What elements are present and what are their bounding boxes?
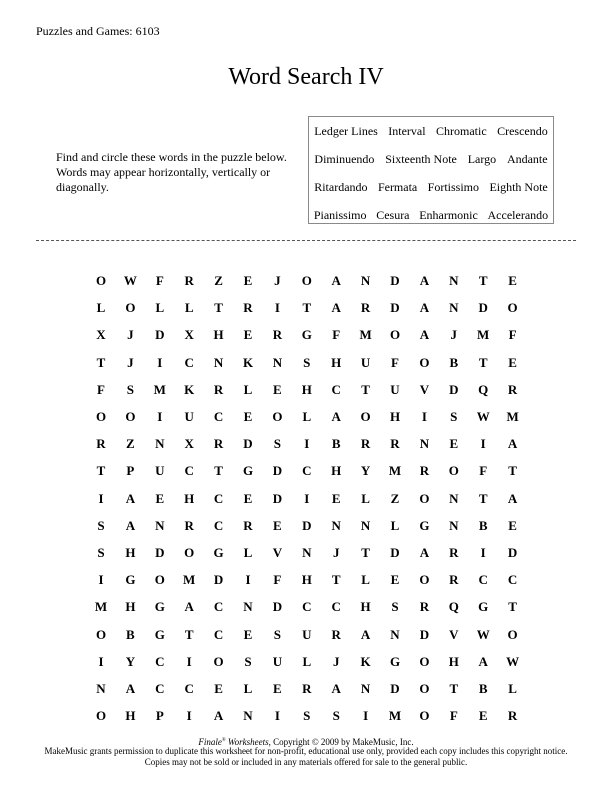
grid-letter[interactable]: Z: [126, 436, 135, 452]
grid-letter[interactable]: O: [213, 653, 224, 669]
grid-letter[interactable]: N: [449, 300, 459, 316]
grid-letter[interactable]: F: [155, 273, 164, 288]
grid-letter[interactable]: L: [361, 490, 370, 506]
grid-letter[interactable]: J: [450, 327, 458, 343]
grid-letter[interactable]: L: [243, 681, 253, 696]
grid-letter[interactable]: L: [243, 545, 253, 560]
grid-letter[interactable]: R: [184, 273, 194, 288]
grid-letter[interactable]: N: [360, 681, 371, 696]
grid-letter[interactable]: C: [155, 681, 165, 696]
grid-letter[interactable]: I: [421, 409, 427, 424]
grid-letter[interactable]: D: [243, 436, 253, 452]
grid-letter[interactable]: B: [126, 626, 135, 642]
grid-letter[interactable]: Y: [360, 463, 371, 479]
grid-letter[interactable]: S: [97, 517, 105, 533]
footer-permission: MakeMusic grants permission to duplicate this worksheet for non-profit, educational use only, provided each copy includes this copyright notice.: [44, 746, 568, 756]
grid-letter[interactable]: N: [272, 354, 283, 370]
grid-letter[interactable]: U: [302, 626, 312, 642]
grid-letter[interactable]: W: [476, 626, 490, 642]
word-bank-word: Accelerando: [487, 208, 549, 222]
grid-letter[interactable]: A: [507, 490, 518, 506]
grid-letter[interactable]: A: [125, 490, 136, 506]
grid-letter[interactable]: E: [243, 490, 253, 506]
grid-letter[interactable]: H: [125, 545, 136, 560]
grid-letter[interactable]: D: [155, 327, 165, 343]
page-title: Word Search IV: [228, 64, 384, 90]
grid-letter[interactable]: E: [273, 381, 282, 397]
grid-letter[interactable]: A: [331, 300, 341, 316]
grid-letter[interactable]: L: [155, 300, 165, 316]
grid-letter[interactable]: U: [360, 354, 371, 370]
grid-letter[interactable]: O: [360, 409, 371, 424]
grid-letter[interactable]: O: [95, 409, 107, 424]
grid-letter[interactable]: N: [243, 708, 253, 724]
grid-letter[interactable]: S: [97, 545, 105, 560]
grid-letter[interactable]: D: [449, 381, 459, 397]
grid-letter[interactable]: Q: [448, 599, 459, 615]
grid-letter[interactable]: E: [390, 572, 400, 588]
grid-letter[interactable]: L: [361, 572, 370, 588]
grid-letter[interactable]: A: [419, 327, 430, 343]
grid-letter[interactable]: I: [245, 572, 251, 588]
grid-letter[interactable]: S: [126, 381, 134, 397]
grid-letter[interactable]: Z: [214, 273, 223, 288]
grid-letter[interactable]: R: [449, 545, 459, 560]
grid-letter[interactable]: T: [508, 599, 517, 615]
grid-letter[interactable]: O: [125, 409, 136, 424]
grid-letter[interactable]: D: [272, 599, 283, 615]
grid-letter[interactable]: O: [95, 273, 107, 288]
grid-letter[interactable]: F: [449, 708, 458, 724]
grid-letter[interactable]: O: [301, 273, 312, 288]
grid-letter[interactable]: L: [243, 381, 253, 397]
grid-letter[interactable]: N: [449, 517, 459, 533]
grid-letter[interactable]: H: [125, 708, 136, 724]
word-bank-word: Fortissimo: [427, 180, 480, 194]
grid-letter[interactable]: R: [419, 463, 430, 479]
grid-letter[interactable]: N: [302, 545, 312, 560]
grid-letter[interactable]: A: [478, 653, 488, 669]
grid-letter[interactable]: V: [272, 545, 283, 560]
grid-letter[interactable]: I: [98, 490, 104, 506]
grid-letter[interactable]: E: [478, 708, 488, 724]
grid-letter[interactable]: C: [331, 381, 341, 397]
grid-letter[interactable]: R: [213, 436, 224, 452]
grid-letter[interactable]: M: [153, 381, 166, 397]
word-bank-word: Ritardando: [314, 180, 368, 194]
word-bank-word: Andante: [506, 152, 548, 166]
grid-letter[interactable]: R: [243, 517, 253, 533]
word-bank-word: Sixteenth Note: [385, 152, 457, 166]
grid-letter[interactable]: C: [184, 681, 194, 696]
grid-letter[interactable]: F: [479, 463, 488, 479]
grid-letter[interactable]: U: [272, 653, 283, 669]
grid-letter[interactable]: W: [123, 273, 137, 288]
grid-letter[interactable]: D: [272, 463, 283, 479]
grid-letter[interactable]: W: [506, 653, 520, 669]
grid-letter[interactable]: F: [391, 354, 399, 370]
grid-letter[interactable]: O: [272, 409, 283, 424]
grid-letter[interactable]: O: [95, 708, 107, 724]
grid-letter[interactable]: O: [419, 708, 430, 724]
grid-letter[interactable]: I: [98, 653, 104, 669]
grid-letter[interactable]: I: [304, 490, 310, 506]
grid-letter[interactable]: E: [243, 273, 253, 288]
grid-letter[interactable]: D: [507, 545, 518, 560]
grid-letter[interactable]: L: [302, 653, 312, 669]
grid-letter[interactable]: I: [98, 572, 104, 588]
grid-letter[interactable]: T: [478, 354, 488, 370]
grid-letter[interactable]: C: [213, 626, 224, 642]
grid-letter[interactable]: M: [94, 599, 108, 615]
grid-letter[interactable]: H: [184, 490, 195, 506]
grid-letter[interactable]: S: [332, 708, 340, 724]
grid-letter[interactable]: E: [331, 490, 341, 506]
grid-letter[interactable]: O: [419, 490, 430, 506]
grid-letter[interactable]: O: [389, 327, 401, 343]
grid-letter[interactable]: C: [331, 599, 341, 615]
grid-letter[interactable]: A: [419, 300, 430, 316]
grid-letter[interactable]: G: [301, 327, 312, 343]
grid-letter[interactable]: N: [155, 517, 165, 533]
footer-copyright-text: , Copyright © 2009 by MakeMusic, Inc.: [268, 737, 414, 747]
grid-letter[interactable]: U: [155, 463, 165, 479]
grid-letter[interactable]: A: [125, 681, 136, 696]
grid-letter[interactable]: Q: [478, 381, 489, 397]
word-bank-word: Ledger Lines: [314, 124, 378, 138]
grid-letter[interactable]: S: [244, 653, 252, 669]
grid-letter[interactable]: G: [389, 653, 401, 669]
grid-letter[interactable]: R: [331, 626, 341, 642]
grid-letter[interactable]: N: [243, 599, 253, 615]
grid-letter[interactable]: T: [449, 681, 459, 696]
grid-letter[interactable]: H: [213, 327, 224, 343]
grid-letter[interactable]: R: [302, 681, 312, 696]
grid-letter[interactable]: M: [388, 708, 402, 724]
grid-letter[interactable]: F: [508, 327, 517, 343]
grid-letter[interactable]: G: [419, 517, 430, 533]
grid-letter[interactable]: F: [97, 381, 105, 397]
grid-letter[interactable]: C: [213, 409, 224, 424]
grid-letter[interactable]: T: [478, 273, 488, 288]
grid-letter[interactable]: T: [361, 545, 370, 560]
footer-restriction: Copies may not be sold or included in any materials offered for sale to the general public.: [144, 757, 468, 767]
grid-letter[interactable]: F: [273, 572, 282, 588]
grid-letter[interactable]: I: [186, 708, 192, 724]
grid-letter[interactable]: J: [332, 545, 340, 560]
grid-letter[interactable]: S: [450, 409, 458, 424]
grid-letter[interactable]: P: [126, 463, 135, 479]
grid-letter[interactable]: L: [508, 681, 517, 696]
word-bank-word: Diminuendo: [314, 152, 375, 166]
grid-letter[interactable]: O: [419, 681, 430, 696]
grid-letter[interactable]: J: [127, 354, 134, 370]
grid-letter[interactable]: L: [184, 300, 194, 316]
grid-letter[interactable]: D: [302, 517, 312, 533]
grid-letter[interactable]: C: [213, 490, 224, 506]
grid-letter[interactable]: C: [302, 463, 312, 479]
grid-letter[interactable]: C: [213, 517, 224, 533]
grid-letter[interactable]: N: [360, 517, 371, 533]
grid-letter[interactable]: D: [419, 626, 430, 642]
grid-letter[interactable]: V: [419, 381, 430, 397]
grid-letter[interactable]: D: [390, 545, 400, 560]
grid-letter[interactable]: J: [332, 653, 340, 669]
grid-letter[interactable]: M: [359, 327, 372, 343]
grid-letter[interactable]: H: [331, 354, 342, 370]
grid-letter[interactable]: H: [125, 599, 136, 615]
grid-letter[interactable]: D: [272, 490, 283, 506]
grid-letter[interactable]: J: [274, 273, 281, 288]
grid-letter[interactable]: T: [96, 463, 106, 479]
grid-letter[interactable]: S: [303, 708, 311, 724]
grid-letter[interactable]: U: [390, 381, 400, 397]
grid-letter[interactable]: P: [155, 708, 164, 724]
grid-letter[interactable]: E: [243, 327, 253, 343]
registered-mark: ®: [221, 738, 226, 743]
word-bank-word: Fermata: [377, 180, 418, 194]
grid-letter[interactable]: R: [96, 436, 106, 452]
grid-letter[interactable]: B: [331, 436, 341, 452]
grid-letter[interactable]: T: [214, 300, 223, 316]
grid-letter[interactable]: R: [243, 300, 253, 316]
grid-letter[interactable]: S: [273, 626, 281, 642]
grid-letter[interactable]: T: [508, 463, 517, 479]
grid-letter[interactable]: I: [186, 653, 192, 669]
grid-letter[interactable]: E: [243, 409, 253, 424]
grid-letter[interactable]: O: [125, 300, 136, 316]
grid-letter[interactable]: G: [213, 545, 224, 560]
grid-letter[interactable]: N: [419, 436, 430, 452]
grid-letter[interactable]: B: [449, 354, 459, 370]
grid-letter[interactable]: W: [476, 409, 490, 424]
grid-letter[interactable]: A: [419, 545, 430, 560]
word-bank-word: Eighth Note: [489, 180, 548, 194]
grid-letter[interactable]: R: [272, 327, 283, 343]
grid-letter[interactable]: H: [301, 572, 312, 588]
grid-letter[interactable]: Y: [125, 653, 136, 669]
grid-letter[interactable]: K: [360, 653, 371, 669]
grid-letter[interactable]: I: [274, 708, 280, 724]
grid-letter[interactable]: C: [507, 572, 518, 588]
grid-letter[interactable]: C: [184, 463, 194, 479]
word-bank-word: Chromatic: [436, 124, 487, 138]
grid-letter[interactable]: N: [96, 681, 106, 696]
word-bank-word: Cesura: [376, 208, 410, 222]
grid-letter[interactable]: E: [508, 273, 517, 288]
grid-letter[interactable]: I: [480, 545, 486, 560]
grid-letter[interactable]: D: [390, 681, 400, 696]
footer-brand: Finale: [198, 737, 222, 747]
grid-letter[interactable]: C: [213, 599, 224, 615]
grid-letter[interactable]: A: [419, 273, 430, 288]
grid-letter[interactable]: T: [214, 463, 223, 479]
grid-letter[interactable]: T: [302, 300, 312, 316]
grid-letter[interactable]: B: [478, 681, 488, 696]
grid-letter[interactable]: A: [331, 409, 341, 424]
instructions-text: Find and circle these words in the puzzle below. Words may appear horizontally, vertically or diagonally.: [56, 150, 287, 194]
grid-letter[interactable]: D: [390, 300, 400, 316]
grid-letter[interactable]: G: [478, 599, 489, 615]
grid-letter[interactable]: A: [184, 599, 194, 615]
grid-letter[interactable]: A: [360, 626, 371, 642]
grid-letter[interactable]: K: [184, 381, 195, 397]
grid-letter[interactable]: O: [419, 653, 430, 669]
grid-letter[interactable]: E: [273, 517, 282, 533]
grid-letter[interactable]: R: [360, 300, 371, 316]
grid-letter[interactable]: M: [506, 409, 519, 424]
word-bank-word: Enharmonic: [419, 208, 478, 222]
footer-brand-suffix: Worksheets: [227, 737, 269, 747]
word-bank-word: Largo: [467, 152, 497, 166]
grid-letter[interactable]: R: [507, 708, 518, 724]
grid-letter[interactable]: N: [449, 273, 459, 288]
grid-letter[interactable]: R: [360, 436, 371, 452]
grid-letter[interactable]: O: [448, 463, 459, 479]
word-bank-word: Interval: [388, 124, 426, 138]
grid-letter[interactable]: R: [449, 572, 459, 588]
grid-letter[interactable]: L: [96, 300, 106, 316]
grid-letter[interactable]: I: [157, 354, 163, 370]
grid-letter[interactable]: O: [184, 545, 195, 560]
grid-letter[interactable]: O: [507, 300, 518, 316]
grid-letter[interactable]: Z: [390, 490, 400, 506]
grid-letter[interactable]: T: [331, 572, 341, 588]
grid-letter[interactable]: A: [213, 708, 224, 724]
grid-letter[interactable]: I: [304, 436, 310, 452]
grid-letter[interactable]: C: [155, 653, 165, 669]
grid-letter[interactable]: T: [361, 381, 370, 397]
grid-letter[interactable]: D: [213, 572, 224, 588]
grid-letter[interactable]: D: [390, 273, 400, 288]
grid-letter[interactable]: N: [213, 354, 224, 370]
grid-letter[interactable]: H: [301, 381, 312, 397]
grid-letter[interactable]: H: [360, 599, 371, 615]
grid-letter[interactable]: L: [390, 517, 400, 533]
grid-letter[interactable]: R: [213, 381, 224, 397]
grid-letter[interactable]: K: [242, 354, 254, 370]
grid-letter[interactable]: N: [449, 490, 459, 506]
grid-letter[interactable]: H: [389, 409, 401, 424]
grid-letter[interactable]: A: [331, 681, 341, 696]
grid-letter[interactable]: N: [360, 273, 371, 288]
grid-letter[interactable]: A: [331, 273, 341, 288]
grid-letter[interactable]: C: [302, 599, 312, 615]
grid-letter[interactable]: X: [96, 327, 106, 343]
grid-letter[interactable]: J: [127, 327, 134, 343]
grid-letter[interactable]: G: [154, 626, 165, 642]
word-bank-word: Crescendo: [497, 124, 548, 138]
grid-letter[interactable]: I: [363, 708, 369, 724]
grid-letter[interactable]: S: [391, 599, 399, 615]
grid-letter[interactable]: S: [303, 354, 311, 370]
grid-letter[interactable]: M: [388, 463, 402, 479]
grid-letter[interactable]: E: [273, 681, 282, 696]
grid-letter[interactable]: A: [507, 436, 518, 452]
grid-letter[interactable]: L: [302, 409, 312, 424]
grid-letter[interactable]: I: [480, 436, 486, 452]
grid-letter[interactable]: E: [508, 517, 517, 533]
word-bank-word: Pianissimo: [313, 208, 367, 222]
grid-letter[interactable]: N: [390, 626, 400, 642]
grid-letter[interactable]: M: [183, 572, 196, 588]
grid-letter[interactable]: U: [184, 409, 194, 424]
grid-letter[interactable]: B: [478, 517, 488, 533]
grid-letter[interactable]: C: [184, 354, 194, 370]
grid-letter[interactable]: S: [273, 436, 281, 452]
grid-letter[interactable]: E: [508, 354, 517, 370]
grid-letter[interactable]: D: [478, 300, 488, 316]
grid-letter[interactable]: E: [243, 626, 253, 642]
grid-letter[interactable]: R: [507, 381, 518, 397]
grid-letter[interactable]: T: [184, 626, 194, 642]
grid-letter[interactable]: N: [155, 436, 165, 452]
worksheet-category-label: Puzzles and Games: 6103: [36, 24, 160, 38]
grid-letter[interactable]: R: [184, 517, 194, 533]
grid-letter[interactable]: T: [96, 354, 106, 370]
grid-letter[interactable]: H: [448, 653, 459, 669]
grid-letter[interactable]: T: [478, 490, 488, 506]
grid-letter[interactable]: E: [449, 436, 459, 452]
grid-letter[interactable]: X: [184, 436, 194, 452]
grid-letter[interactable]: E: [214, 681, 223, 696]
grid-letter[interactable]: A: [125, 517, 136, 533]
grid-letter[interactable]: N: [331, 517, 341, 533]
grid-letter[interactable]: F: [332, 327, 341, 343]
grid-letter[interactable]: V: [449, 626, 459, 642]
grid-letter[interactable]: G: [154, 599, 165, 615]
grid-letter[interactable]: I: [157, 409, 163, 424]
grid-letter[interactable]: O: [419, 572, 430, 588]
grid-letter[interactable]: X: [184, 327, 194, 343]
grid-letter[interactable]: E: [155, 490, 165, 506]
grid-letter[interactable]: O: [507, 626, 518, 642]
grid-letter[interactable]: D: [155, 545, 165, 560]
grid-letter[interactable]: O: [95, 626, 107, 642]
grid-letter[interactable]: M: [477, 327, 490, 343]
grid-letter[interactable]: G: [242, 463, 254, 479]
grid-letter[interactable]: O: [419, 354, 430, 370]
grid-letter[interactable]: R: [390, 436, 400, 452]
grid-letter[interactable]: H: [331, 463, 342, 479]
grid-letter[interactable]: I: [274, 300, 280, 316]
grid-letter[interactable]: O: [154, 572, 165, 588]
grid-letter[interactable]: R: [419, 599, 430, 615]
grid-letter[interactable]: G: [125, 572, 136, 588]
grid-letter[interactable]: C: [478, 572, 488, 588]
